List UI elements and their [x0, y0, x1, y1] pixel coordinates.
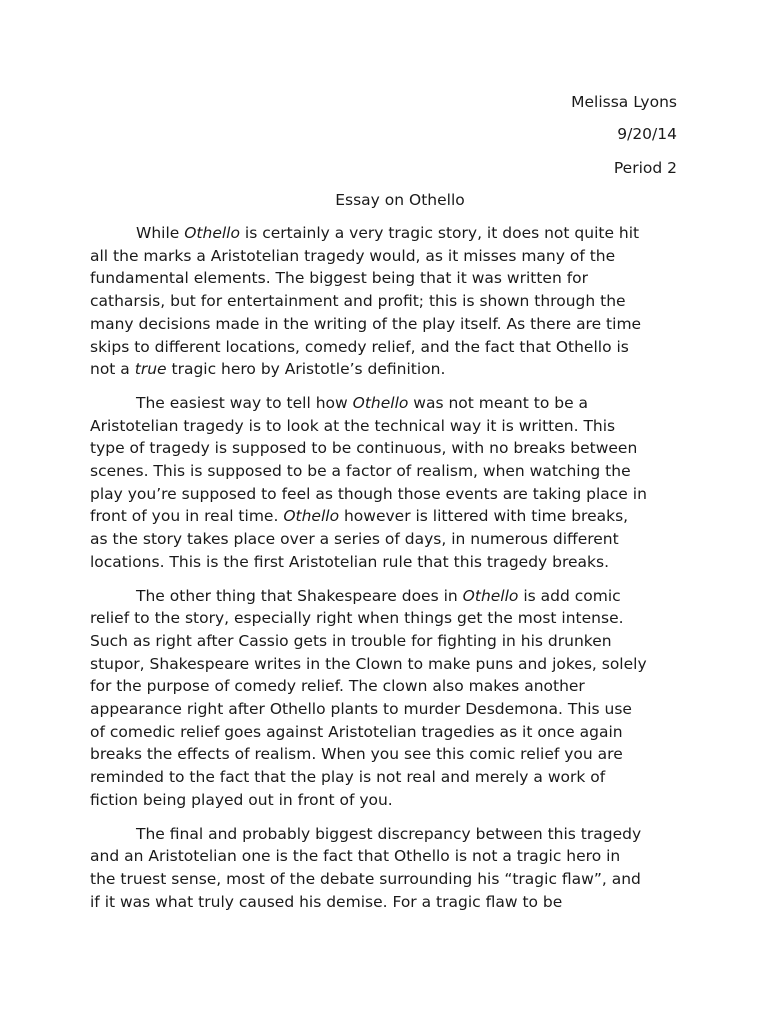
text-line: The other thing that Shakespeare does in Othello is add comic: [136, 586, 621, 605]
text-line: locations. This is the first Aristotelian rule that this tragedy breaks.: [90, 552, 610, 571]
text-line: many decisions made in the writing of the play itself. As there are time: [90, 314, 642, 333]
text-line: of comedic relief goes against Aristotelian tragedies as it once again: [90, 722, 623, 741]
text-line: type of tragedy is supposed to be continuous, with no breaks between: [90, 439, 638, 458]
text-line: and an Aristotelian one is the fact that Othello is not a tragic hero in: [90, 847, 621, 866]
text-line: Such as right after Cassio gets in trouble for fighting in his drunken: [90, 631, 612, 650]
text-line: reminded to the fact that the play is not real and merely a work of: [90, 768, 606, 787]
text-line: The easiest way to tell how Othello was not meant to be a: [136, 393, 589, 412]
essay-paragraph: [90, 823, 680, 914]
text-line: the truest sense, most of the debate surrounding his “tragic flaw”, and: [90, 869, 641, 888]
text-line: front of you in real time. Othello however is littered with time breaks,: [90, 507, 629, 526]
text-line: breaks the effects of realism. When you see this comic relief you are: [90, 745, 623, 764]
essay-title: Essay on Othello: [335, 191, 465, 209]
text-line: relief to the story, especially right when things get the most intense.: [90, 609, 624, 628]
italic-text: Othello: [462, 586, 519, 605]
text-line: if it was what truly caused his demise. For a tragic flaw to be: [90, 892, 563, 911]
text-line: stupor, Shakespeare writes in the Clown to make puns and jokes, solely: [90, 654, 647, 673]
text-line: as the story takes place over a series of days, in numerous different: [90, 530, 619, 549]
text-line: Aristotelian tragedy is to look at the technical way it is written. This: [90, 416, 616, 435]
italic-text: Othello: [352, 393, 409, 412]
text-line: fiction being played out in front of you.: [90, 790, 393, 809]
essay-paragraph: [90, 392, 680, 574]
essay-date: 9/20/14: [617, 125, 677, 143]
italic-text: true: [134, 360, 167, 379]
text-line: fundamental elements. The biggest being that it was written for: [90, 269, 589, 288]
text-line: not a true tragic hero by Aristotle’s definition.: [90, 360, 446, 379]
text-line: appearance right after Othello plants to murder Desdemona. This use: [90, 700, 632, 719]
class-period: Period 2: [613, 159, 677, 177]
italic-text: Othello: [184, 224, 240, 242]
essay-body: [90, 222, 680, 924]
text-line: all the marks a Aristotelian tragedy would, as it misses many of the: [90, 246, 616, 265]
text-line: The final and probably biggest discrepancy between this tragedy: [136, 824, 642, 843]
essay-paragraph: [90, 222, 680, 381]
text-line: skips to different locations, comedy relief, and the fact that Othello is: [90, 337, 629, 356]
essay-paragraph: [90, 585, 680, 812]
text-line: scenes. This is supposed to be a factor of realism, when watching the: [90, 462, 631, 481]
text-line: While Othello is certainly a very tragic story, it does not quite hit: [136, 224, 640, 242]
text-line: play you’re supposed to feel as though those events are taking place in: [90, 484, 647, 503]
text-line: for the purpose of comedy relief. The clown also makes another: [90, 677, 585, 696]
author-name: Melissa Lyons: [571, 93, 677, 111]
italic-text: Othello: [283, 507, 340, 526]
text-line: catharsis, but for entertainment and profit; this is shown through the: [90, 292, 626, 311]
